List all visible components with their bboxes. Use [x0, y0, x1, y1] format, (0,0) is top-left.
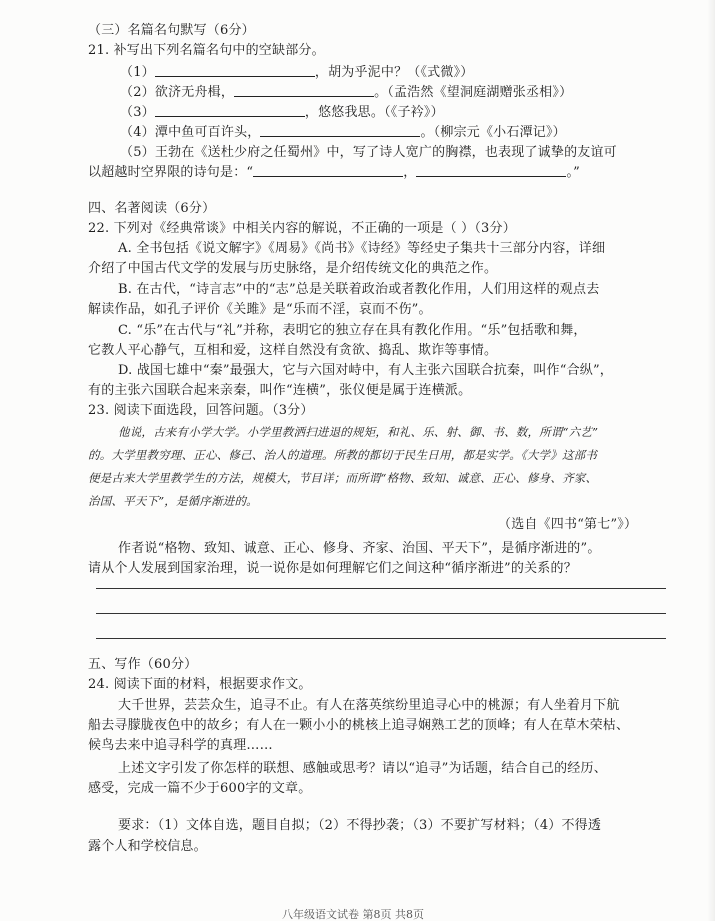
- text-line: [88, 260, 497, 278]
- text-line: [88, 676, 312, 694]
- line-text: C. “乐”在古代与“礼”并称，表明它的独立存在具有教化作用。“乐”包括歌和舞，: [118, 323, 587, 338]
- answer-line[interactable]: [96, 638, 666, 639]
- text-line: [118, 817, 601, 835]
- text-line: [88, 780, 311, 798]
- line-text: 。”: [566, 165, 580, 180]
- text-line: [118, 322, 587, 340]
- text-line: [88, 22, 255, 40]
- line-text: 治国、平天下”，是循序渐进的。: [88, 494, 258, 508]
- line-text: （5）王勃在《送杜少府之任蜀州》中，写了诗人宽广的胸襟，也表现了诚挚的友谊可: [120, 145, 617, 160]
- line-text: D. 战国七雄中“秦”最强大，它与六国对峙中，有人主张六国联合抗秦，叫作“合纵”，: [118, 363, 614, 378]
- text-line: [88, 382, 471, 400]
- fill-in-blank[interactable]: [416, 164, 566, 177]
- line-text: ，: [403, 165, 417, 180]
- line-text: 候鸟去来中追寻科学的真理……: [88, 738, 273, 753]
- line-text: 请从个人发展到国家治理，说一说你是如何理解它们之间这种“循序渐进”的关系的？: [88, 561, 577, 576]
- line-text: 上述文字引发了你怎样的联想、感触或思考？请以“追寻”为话题，结合自己的经历、: [118, 761, 607, 776]
- text-line: [118, 540, 601, 558]
- text-line: [88, 402, 314, 420]
- line-text: 解读作品，如孔子评价《关雎》是“乐而不淫，哀而不伤”。: [88, 302, 432, 317]
- text-line: [88, 301, 432, 319]
- line-text: 22. 下列对《经典常谈》中相关内容的解说，不正确的一项是（ ）（3分）: [88, 221, 516, 236]
- text-line: [88, 164, 580, 182]
- text-line: [88, 42, 325, 60]
- line-text: 露个人和学校信息。: [88, 839, 207, 854]
- text-line: [118, 424, 598, 440]
- line-text: 感受，完成一篇不少于600字的文章。: [88, 781, 312, 796]
- text-line: [88, 737, 273, 755]
- answer-line[interactable]: [96, 613, 666, 614]
- text-line: [88, 717, 629, 735]
- text-line: [88, 560, 577, 578]
- fill-in-blank[interactable]: [234, 84, 374, 97]
- text-line: [118, 697, 620, 715]
- text-line: [120, 64, 473, 82]
- text-line: [120, 104, 444, 122]
- line-text: 21. 补写出下列名篇名句中的空缺部分。: [88, 43, 325, 58]
- line-text: 大千世界，芸芸众生，追寻不止。有人在落英缤纷里追寻心中的桃源；有人坐着月下航: [118, 698, 620, 713]
- text-line: [88, 220, 516, 238]
- text-line: [88, 447, 597, 463]
- line-text: ，悠悠我思。（《子衿》）: [304, 105, 444, 120]
- text-line: [118, 760, 607, 778]
- line-text: 有的主张六国联合起来亲秦，叫作“连横”，张仪便是属于连横派。: [88, 383, 472, 398]
- line-text: 它教人平心静气，互相和爱，这样自然没有贪欲、捣乱、欺诈等事情。: [88, 343, 498, 358]
- text-line: [88, 342, 497, 360]
- line-text: （选自《四书“第七”》）: [498, 517, 638, 532]
- line-text: 作者说“格物、致知、诚意、正心、修身、齐家、治国、平天下”，是循序渐进的”。: [118, 541, 601, 556]
- scan-edge-shadow: [707, 0, 715, 921]
- text-line: [88, 838, 207, 856]
- text-line: [118, 281, 599, 299]
- answer-line[interactable]: [96, 588, 666, 589]
- text-line: [88, 656, 197, 674]
- line-text: B. 在古代，“诗言志”中的“志”总是关联着政治或者教化作用，人们用这样的观点去: [118, 282, 600, 297]
- line-text: 船去寻朦胧夜色中的故乡；有人在一颗小小的桃核上追寻娴熟工艺的顶峰；有人在草木荣枯、: [88, 718, 630, 733]
- text-line: [88, 493, 258, 509]
- line-text: 便是古来大学里教学生的方法，规模大，节目详；而所谓“格物、致知、诚意、正心、修身、齐家、: [88, 471, 598, 485]
- text-line: [120, 144, 617, 162]
- line-text: 四、名著阅读（6分）: [88, 201, 216, 216]
- line-text: （2）欲济无舟楫，: [120, 85, 235, 100]
- line-text: （1）: [120, 65, 155, 80]
- line-text: （4）潭中鱼可百许头，: [120, 125, 261, 140]
- page-footer: 八年级语文试卷 第8页 共8页: [282, 908, 424, 921]
- line-text: 。（孟浩然《望洞庭湖赠张丞相》）: [374, 85, 573, 100]
- line-text: （3）: [120, 105, 155, 120]
- line-text: （三）名篇名句默写（6分）: [88, 23, 255, 38]
- text-line: [118, 362, 613, 380]
- line-text: 他说，古来有小学大学。小学里教洒扫进退的规矩，和礼、乐、射、御、书、数，所谓“六艺”: [118, 425, 599, 439]
- line-text: A. 全书包括《说文解字》《周易》《尚书》《诗经》等经史子集共十三部分内容，详细: [118, 241, 606, 256]
- text-line: [88, 470, 597, 486]
- line-text: 介绍了中国古代文学的发展与历史脉络，是介绍传统文化的典范之作。: [88, 261, 498, 276]
- line-text: 以超越时空界限的诗句是：“: [88, 165, 254, 180]
- line-text: 五、写作（60分）: [88, 657, 198, 672]
- line-text: 24. 阅读下面的材料，根据要求作文。: [88, 677, 312, 692]
- text-line: [120, 124, 566, 142]
- line-text: 。（柳宗元《小石潭记》）: [420, 125, 566, 140]
- line-text: 23. 阅读下面选段，回答问题。（3分）: [88, 403, 314, 418]
- line-text: 的。大学里教穷理、正心、修己、治人的道理。所教的都切于民生日用，都是实学。《大学》这部书: [88, 448, 598, 462]
- fill-in-blank[interactable]: [155, 64, 315, 77]
- fill-in-blank[interactable]: [253, 164, 403, 177]
- text-line: [120, 84, 572, 102]
- text-line: [118, 240, 605, 258]
- fill-in-blank[interactable]: [260, 124, 420, 137]
- fill-in-blank[interactable]: [155, 104, 305, 117]
- text-line: [498, 516, 637, 534]
- line-text: 要求：（1）文体自选，题目自拟；（2）不得抄袭；（3）不要扩写材料；（4）不得透: [118, 818, 602, 833]
- line-text: ，胡为乎泥中？（《式微》）: [314, 65, 474, 80]
- text-line: [88, 200, 215, 218]
